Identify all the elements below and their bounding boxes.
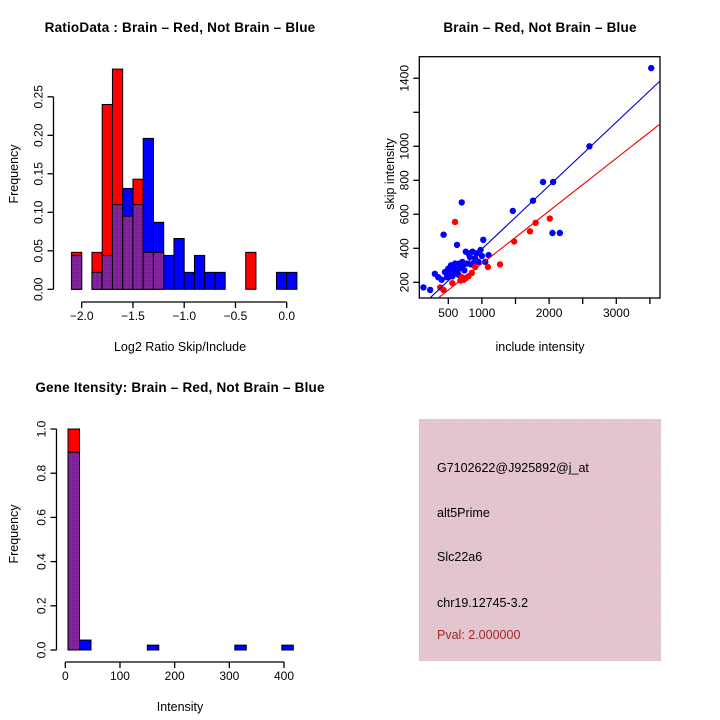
svg-text:0.25: 0.25: [31, 85, 46, 109]
pval-text: Pval: 2.000000: [437, 628, 521, 642]
gene-histogram-title: Gene Itensity: Brain – Red, Not Brain – Blue: [35, 380, 325, 395]
svg-text:0.0: 0.0: [34, 641, 49, 659]
scatter-title: Brain – Red, Not Brain – Blue: [443, 20, 637, 35]
intensity-scatter-plot: [360, 0, 720, 360]
svg-text:400: 400: [397, 238, 412, 259]
ratio-histogram-title: RatioData : Brain – Red, Not Brain – Blue: [44, 20, 316, 35]
svg-text:3000: 3000: [602, 306, 630, 320]
svg-text:0.20: 0.20: [31, 123, 46, 147]
panel-intensity-scatter: [360, 0, 720, 360]
svg-text:0.6: 0.6: [34, 509, 49, 526]
gene-histogram-xlabel: Intensity: [156, 700, 204, 714]
svg-text:1400: 1400: [397, 64, 412, 92]
svg-text:−1.5: −1.5: [121, 309, 145, 323]
genomic-location: chr19.12745-3.2: [437, 596, 529, 610]
ratio-histogram-xlabel: Log2 Ratio Skip/Include: [113, 340, 247, 354]
panel-gene-info: [360, 360, 720, 720]
svg-text:−0.5: −0.5: [223, 309, 248, 323]
svg-text:0.4: 0.4: [34, 553, 49, 570]
gene-symbol: Slc22a6: [437, 550, 483, 564]
svg-text:0.8: 0.8: [34, 464, 49, 482]
svg-text:100: 100: [109, 669, 130, 683]
svg-text:2000: 2000: [535, 306, 563, 320]
panel-gene-intensity-histogram: [0, 360, 360, 720]
gene-info-box: [419, 419, 661, 661]
svg-text:0: 0: [61, 669, 69, 683]
svg-text:0.15: 0.15: [31, 162, 46, 186]
svg-text:−1.0: −1.0: [172, 309, 197, 323]
ratio-histogram-ylabel: Frequency: [7, 144, 21, 204]
gene-histogram-ylabel: Frequency: [7, 504, 21, 564]
gene-probe-id: G7102622@J925892@j_at: [437, 461, 589, 475]
svg-text:400: 400: [274, 669, 295, 683]
svg-text:200: 200: [164, 669, 185, 683]
svg-text:500: 500: [438, 306, 459, 320]
svg-text:800: 800: [397, 170, 412, 191]
svg-text:−2.0: −2.0: [69, 309, 94, 323]
svg-text:0.2: 0.2: [34, 597, 49, 615]
svg-text:0.0: 0.0: [278, 309, 296, 323]
svg-text:600: 600: [397, 204, 412, 225]
scatter-ylabel: skip intensity: [383, 138, 397, 210]
splice-type-label: alt5Prime: [437, 506, 490, 520]
svg-text:1000: 1000: [397, 132, 412, 160]
svg-text:300: 300: [219, 669, 240, 683]
svg-text:200: 200: [397, 272, 412, 293]
svg-text:1000: 1000: [468, 306, 496, 320]
panel-ratio-histogram: [0, 0, 360, 360]
gene-intensity-histogram-plot: [0, 360, 360, 720]
ratio-histogram-plot: [0, 0, 360, 360]
svg-text:0.10: 0.10: [31, 200, 46, 224]
svg-text:0.00: 0.00: [31, 277, 46, 301]
svg-text:1.0: 1.0: [34, 420, 49, 438]
scatter-xlabel: include intensity: [495, 340, 585, 354]
svg-text:0.05: 0.05: [31, 239, 46, 263]
